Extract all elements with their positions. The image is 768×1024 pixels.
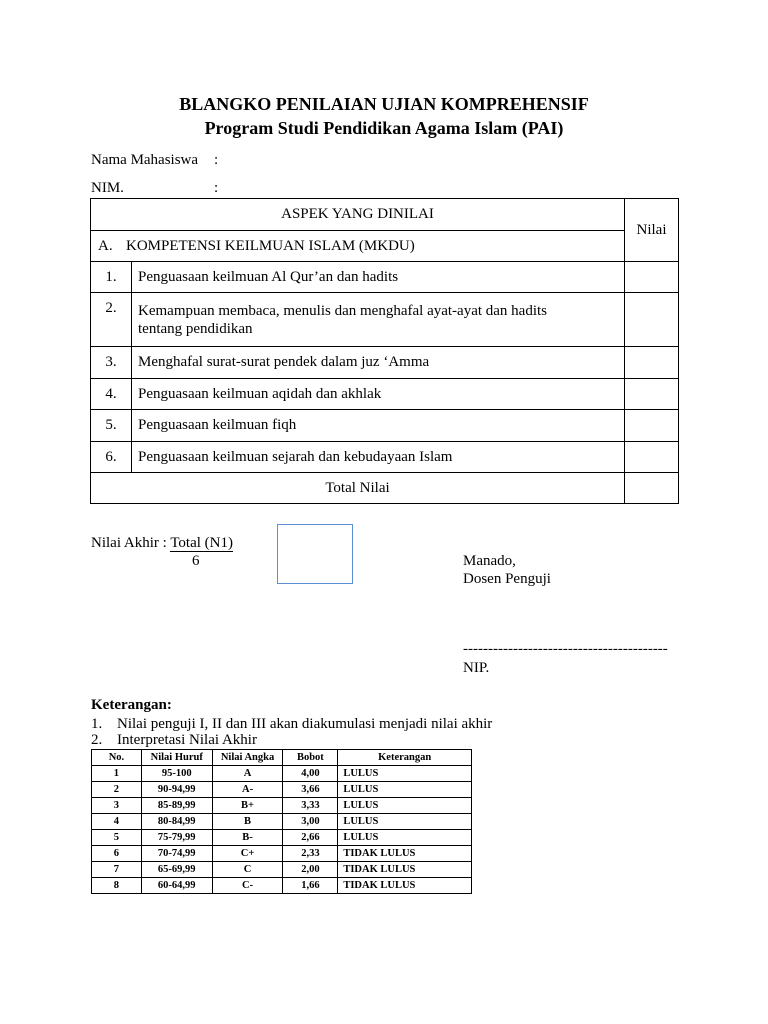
grade-no: 4 [92, 814, 142, 830]
grade-weight: 2,66 [283, 830, 338, 846]
item-text: Penguasaan keilmuan sejarah dan kebudayaan Islam [132, 442, 625, 473]
grade-no: 5 [92, 830, 142, 846]
student-name-colon: : [214, 152, 219, 168]
grade-weight: 4,00 [283, 766, 338, 782]
grade-no: 1 [92, 766, 142, 782]
note-text: Nilai penguji I, II dan III akan diakumulasi menjadi nilai akhir [117, 716, 493, 732]
item-text: Kemampuan membaca, menulis dan menghafal ayat-ayat dan hadits tentang pendidikan [132, 293, 625, 347]
score-cell[interactable] [625, 347, 679, 379]
table-row [92, 814, 472, 830]
nilai-header: Nilai [625, 199, 679, 262]
grade-status: TIDAK LULUS [338, 878, 472, 894]
grade-range: 70-74,99 [141, 846, 212, 862]
grade-weight: 1,66 [283, 878, 338, 894]
table-row [92, 766, 472, 782]
item-number: 2. [91, 293, 132, 347]
grade-header-bobot: Bobot [283, 750, 338, 766]
grade-letter: B [212, 814, 283, 830]
score-cell[interactable] [625, 293, 679, 347]
table-row [91, 293, 679, 347]
table-row [91, 379, 679, 410]
grade-letter: B- [212, 830, 283, 846]
score-cell[interactable] [625, 442, 679, 473]
grade-header-no: No. [92, 750, 142, 766]
grade-header-huruf: Nilai Huruf [141, 750, 212, 766]
grade-weight: 3,66 [283, 782, 338, 798]
grade-no: 2 [92, 782, 142, 798]
score-cell[interactable] [625, 262, 679, 293]
grade-status: LULUS [338, 798, 472, 814]
total-score-cell[interactable] [625, 473, 679, 504]
grade-no: 3 [92, 798, 142, 814]
grade-letter: C+ [212, 846, 283, 862]
grade-weight: 2,00 [283, 862, 338, 878]
section-letter: A. [98, 237, 113, 254]
grade-weight: 3,33 [283, 798, 338, 814]
grade-range: 95-100 [141, 766, 212, 782]
signature-place: Manado, [463, 553, 516, 569]
grade-header-keterangan: Keterangan [338, 750, 472, 766]
final-numerator: Total (N1) [170, 535, 233, 551]
page-subtitle: Program Studi Pendidikan Agama Islam (PAI) [204, 118, 564, 138]
item-text: Penguasaan keilmuan Al Qur’an dan hadits [132, 262, 625, 293]
table-row [91, 410, 679, 442]
grade-letter: A [212, 766, 283, 782]
grade-status: LULUS [338, 814, 472, 830]
grade-status: LULUS [338, 782, 472, 798]
grade-table [91, 749, 472, 894]
item-number: 5. [91, 410, 132, 442]
grade-range: 80-84,99 [141, 814, 212, 830]
item-number: 1. [91, 262, 132, 293]
grade-range: 75-79,99 [141, 830, 212, 846]
score-cell[interactable] [625, 379, 679, 410]
item-text: Menghafal surat-surat pendek dalam juz ‘Amma [132, 347, 625, 379]
grade-status: TIDAK LULUS [338, 846, 472, 862]
table-row [92, 798, 472, 814]
nim-colon: : [214, 180, 219, 196]
grade-letter: B+ [212, 798, 283, 814]
student-name-label: Nama Mahasiswa [91, 152, 199, 168]
note-number: 1. [91, 716, 103, 732]
grade-range: 85-89,99 [141, 798, 212, 814]
notes-title: Keterangan: [91, 697, 172, 713]
table-row [91, 442, 679, 473]
item-text: Penguasaan keilmuan aqidah dan akhlak [132, 379, 625, 410]
grade-no: 6 [92, 846, 142, 862]
grade-status: LULUS [338, 830, 472, 846]
item-text: Penguasaan keilmuan fiqh [132, 410, 625, 442]
note-text: Interpretasi Nilai Akhir [117, 732, 257, 748]
grade-header-angka: Nilai Angka [212, 750, 283, 766]
table-row [92, 830, 472, 846]
grade-letter: C- [212, 878, 283, 894]
grade-header-row [92, 750, 472, 766]
page-title: BLANGKO PENILAIAN UJIAN KOMPREHENSIF [179, 94, 589, 114]
grade-weight: 2,33 [283, 846, 338, 862]
note-item [91, 716, 492, 733]
grade-status: TIDAK LULUS [338, 862, 472, 878]
table-row [92, 878, 472, 894]
score-cell[interactable] [625, 410, 679, 442]
grade-no: 8 [92, 878, 142, 894]
grade-letter: A- [212, 782, 283, 798]
grade-range: 65-69,99 [141, 862, 212, 878]
item-number: 3. [91, 347, 132, 379]
section-title: KOMPETENSI KEILMUAN ISLAM (MKDU) [126, 237, 415, 254]
item-number: 4. [91, 379, 132, 410]
note-item [91, 732, 257, 749]
grade-letter: C [212, 862, 283, 878]
signature-nip: NIP. [463, 660, 490, 676]
table-row [91, 262, 679, 293]
note-number: 2. [91, 732, 103, 748]
final-score [91, 535, 233, 552]
table-row [92, 862, 472, 878]
grade-weight: 3,00 [283, 814, 338, 830]
signature-line: ----------------------------------------- [463, 641, 668, 657]
grade-status: LULUS [338, 766, 472, 782]
total-label: Total Nilai [91, 473, 625, 504]
table-row [92, 782, 472, 798]
final-denominator: 6 [192, 553, 200, 569]
table-row [91, 347, 679, 379]
grade-no: 7 [92, 862, 142, 878]
item-number: 6. [91, 442, 132, 473]
grade-range: 90-94,99 [141, 782, 212, 798]
final-score-box[interactable] [277, 524, 353, 584]
assessment-table [90, 198, 679, 504]
nim-label: NIM. [91, 180, 124, 196]
final-label: Nilai Akhir : [91, 535, 171, 551]
table-row [92, 846, 472, 862]
signature-role: Dosen Penguji [463, 571, 551, 587]
aspect-header: ASPEK YANG DINILAI [91, 199, 625, 231]
section-header [91, 231, 625, 262]
grade-range: 60-64,99 [141, 878, 212, 894]
